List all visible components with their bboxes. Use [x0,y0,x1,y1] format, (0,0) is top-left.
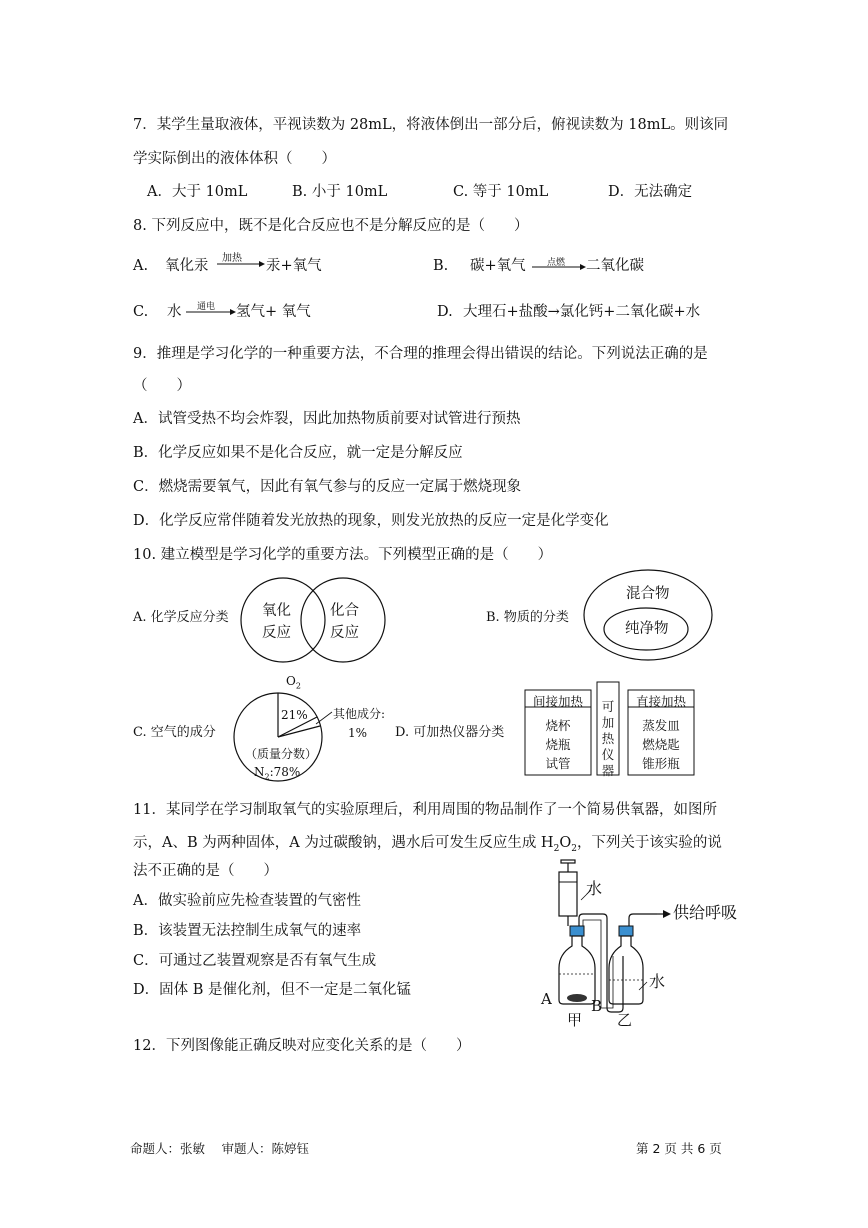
q8-c-product: 氢气+ 氧气 [236,304,311,320]
q7-stem-line2: 学实际倒出的液体体积（ ） [133,151,336,167]
q10-b-label: B. 物质的分类 [486,610,569,625]
q10-d-right-item: 蒸发皿 [642,718,680,733]
q10-c-other-percent: 1% [348,726,368,740]
q7-option-d: D．无法确定 [608,184,693,200]
q10-c-o2-percent: 21% [281,708,308,722]
q10-c-other-label: 其他成分: [333,707,386,721]
q11-option-c: C．可通过乙装置观察是否有氧气生成 [133,953,377,969]
q10-stem: 10. 建立模型是学习化学的重要方法。下列模型正确的是（ ） [133,547,553,563]
q10-c-label: C. 空气的成分 [133,725,216,740]
q10-d-mid-char: 仪 [601,747,615,762]
q8-b-product: 二氧化碳 [586,258,644,274]
q10-d-mid-char: 热 [601,731,615,746]
q12-stem: 12．下列图像能正确反映对应变化关系的是（ ） [133,1038,471,1054]
q10-c-o2-label: $O_2$ [286,674,301,691]
q8-c-condition: 通电 [197,302,216,312]
q10-a-right-line2: 反应 [330,625,359,641]
q11-stem-line3: 法不正确的是（ ） [133,863,278,879]
q9-option-c: C．燃烧需要氧气，因此有氧气参与的反应一定属于燃烧现象 [133,479,522,495]
q7-option-c: C. 等于 10mL [453,184,549,200]
q8-b-arrow-icon [530,262,586,272]
q10-a-left-line2: 反应 [262,625,291,641]
q9-stem-line1: 9．推理是学习化学的一种重要方法，不合理的推理会得出错误的结论。下列说法正确的是 [133,346,708,362]
q10-b-outer-label: 混合物 [626,586,670,602]
q10-d-right-item: 燃烧匙 [642,737,680,752]
q11-stem-line1: 11．某同学在学习制取氧气的实验原理后，利用周围的物品制作了一个简易供氧器，如图所 [133,802,717,818]
q8-stem: 8. 下列反应中，既不是化合反应也不是分解反应的是（ ） [133,218,529,234]
q11-fig-b-label: B [591,997,603,1015]
q10-a-venn-diagram [240,575,390,665]
q11-fig-yi-label: 乙 [617,1011,633,1029]
q11-fig-water-right-label: 水 [649,972,666,991]
q7-option-b: B. 小于 10mL [292,184,388,200]
q8-b-condition: 点燃 [547,258,566,268]
q10-a-label: A. 化学反应分类 [133,610,229,625]
q10-d-mid-char: 器 [601,763,615,778]
q9-option-d: D．化学反应常伴随着发光放热的现象，则发光放热的反应一定是化学变化 [133,513,609,529]
q7-option-a: A．大于 10mL [147,184,248,200]
q11-fig-supply-label: 供给呼吸 [673,903,738,922]
q11-option-a: A．做实验前应先检查装置的气密性 [133,893,361,909]
q11-option-b: B．该装置无法控制生成氧气的速率 [133,923,362,939]
q10-d-mid-char: 可 [601,699,615,714]
q10-c-note: （质量分数） [245,747,318,761]
q10-d-left-title: 间接加热 [532,694,583,709]
q9-stem-line2: （ ） [133,378,191,394]
q10-a-right-line1: 化合 [330,603,359,619]
q9-option-b: B．化学反应如果不是化合反应，就一定是分解反应 [133,445,463,461]
q10-d-left-item: 试管 [545,756,571,771]
q8-b-label: B. [433,258,449,274]
q8-a-product: 汞+氧气 [266,258,322,274]
q8-d-text: 大理石+盐酸→氯化钙+二氧化碳+水 [463,304,701,320]
q10-c-n2-label: $N_2:78\%$ [254,765,301,782]
q10-d-right-title: 直接加热 [635,694,686,709]
q10-a-left-line1: 氧化 [262,603,291,619]
q7-stem-line1: 7．某学生量取液体，平视读数为 28mL，将液体倒出一部分后，俯视读数为 18mL。则该同 [133,117,729,133]
footer-authors: 命题人：张敏 审题人：陈婷钰 [130,1141,309,1156]
q10-d-right-item: 锥形瓶 [642,756,680,771]
q11-apparatus-figure [535,858,745,1033]
q8-a-reactant: 氧化汞 [165,258,209,274]
q8-c-label: C. [133,304,149,320]
q10-b-nested-diagram [583,568,713,662]
q11-fig-jia-label: 甲 [567,1011,583,1029]
q10-d-mid-char: 加 [601,715,615,730]
q8-a-label: A. [133,258,149,274]
q11-fig-a-label: A [541,990,552,1008]
q10-d-label: D. 可加热仪器分类 [395,725,505,740]
q8-c-reactant: 水 [167,304,182,320]
q10-d-left-item: 烧瓶 [545,737,571,752]
footer-page-number: 第 2 页 共 6 页 [636,1141,722,1156]
q11-stem-line2: 示，A、B 为两种固体，A 为过碳酸钠，遇水后可发生反应生成 $H_2O_2$，下列关于该实验的说 [133,835,722,854]
q10-b-inner-label: 纯净物 [625,621,669,637]
q8-d-label: D. [437,304,453,320]
q11-option-d: D．固体 B 是催化剂，但不一定是二氧化锰 [133,982,411,998]
q10-d-left-item: 烧杯 [545,718,571,733]
q8-a-condition: 加热 [222,253,242,264]
q9-option-a: A．试管受热不均会炸裂，因此加热物质前要对试管进行预热 [133,411,521,427]
q8-c-arrow-icon [184,307,236,317]
q8-a-arrow-icon [215,259,265,269]
q8-b-reactant: 碳+氧气 [470,258,526,274]
q11-fig-water-top-label: 水 [586,879,603,898]
